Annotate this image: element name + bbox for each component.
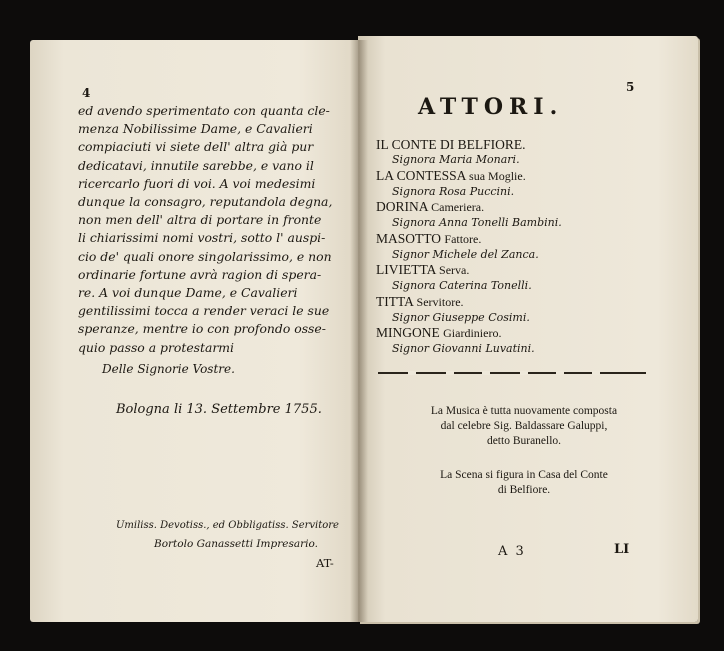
signature-mark: A 3 — [498, 544, 526, 559]
dedication-line: quio passo a protestarmi — [78, 339, 235, 355]
role-description: Serva. — [439, 263, 470, 277]
dedication-line: ed avendo sperimentato con quanta cle- — [78, 103, 330, 118]
catchword-left: AT- — [316, 556, 334, 570]
music-line: dal celebre Sig. Baldassare Galuppi, — [440, 420, 608, 432]
cast-actor: Signora Rosa Puccini. — [392, 184, 515, 198]
dedication-line: re. A voi dunque Dame, e Cavalieri — [78, 285, 298, 301]
cast-role — [376, 324, 686, 342]
role-name: LA CONTESSA — [376, 167, 466, 183]
music-credit — [374, 404, 674, 449]
music-line: detto Buranello. — [486, 435, 562, 447]
role-name: MASOTTO — [376, 230, 442, 246]
cast-role — [376, 198, 686, 216]
role-description: sua Moglie. — [469, 168, 526, 183]
role-name: MINGONE — [376, 325, 440, 340]
catchword-right: LI — [614, 542, 630, 557]
dedication-date: Bologna li 13. Settembre 1755. — [116, 402, 322, 417]
cast-role — [376, 230, 686, 248]
cast-actor: Signor Giuseppe Cosimi. — [392, 310, 530, 324]
signature-name: Bortolo Ganassetti Impresario. — [154, 538, 318, 550]
cast-list — [376, 136, 686, 356]
page-number-right: 5 — [626, 80, 635, 94]
role-description: Giardiniero. — [443, 326, 502, 340]
dedication-line: dunque la consagro, reputandola degna, — [78, 194, 333, 210]
cast-actor: Signor Michele del Zanca. — [392, 247, 539, 261]
role-name: TITTA — [376, 293, 414, 309]
dedication-text — [78, 102, 346, 357]
role-description: Servitore. — [416, 294, 464, 309]
cast-role — [376, 167, 686, 185]
closing-formula: Delle Signorie Vostre. — [102, 362, 235, 376]
music-line: La Musica è tutta nuovamente composta — [430, 405, 618, 417]
dedication-line: gentilissimi tocca a render veraci le sue — [78, 303, 330, 319]
dedication-line: non men dell' altra di portare in fronte — [78, 212, 322, 228]
book-gutter — [350, 40, 368, 622]
dedication-line: li chiarissimi nomi vostri, sotto l' auspi- — [78, 230, 326, 246]
dedication-line: ordinarie fortune avrà ragion di spera- — [78, 266, 322, 282]
right-page — [358, 36, 698, 622]
signature-title: Umiliss. Devotiss., ed Obbligatiss. Servitore — [116, 520, 339, 531]
role-description: Cameriera. — [431, 200, 485, 214]
cast-role — [376, 293, 686, 311]
dedication-line: speranze, mentre io con profondo osse- — [78, 321, 326, 337]
dedication-line: dedicatavi, innutile sarebbe, e vano il — [78, 157, 314, 173]
cast-role — [376, 136, 686, 153]
role-name: DORINA — [376, 199, 428, 214]
cast-actor: Signora Caterina Tonelli. — [392, 279, 532, 292]
dedication-line: menza Nobilissime Dame, e Cavalieri — [78, 121, 313, 137]
cast-actor: Signor Giovanni Luvatini. — [392, 342, 535, 355]
cast-actor: Signora Anna Tonelli Bambini. — [392, 216, 562, 229]
open-book — [28, 36, 700, 628]
ornamental-rule — [378, 372, 646, 374]
cast-role — [376, 261, 686, 279]
role-name: LIVIETTA — [376, 262, 436, 277]
page-number-left: 4 — [82, 86, 91, 100]
dedication-line: compiaciuti vi siete dell' altra già pur — [78, 139, 314, 155]
scene-setting — [374, 468, 674, 498]
role-description: Fattore. — [444, 231, 482, 246]
dedication-line: cio de' quali onore singolarissimo, e non — [78, 248, 332, 264]
role-name: IL CONTE DI BELFIORE. — [376, 137, 526, 152]
scene-line: di Belfiore. — [497, 484, 551, 496]
left-page — [30, 40, 366, 622]
cast-actor: Signora Maria Monari. — [392, 153, 520, 166]
cast-list-title: ATTORI. — [418, 94, 564, 120]
scene-line: La Scena si figura in Casa del Conte — [440, 469, 608, 481]
dedication-line: ricercarlo fuori di voi. A voi medesimi — [78, 175, 316, 191]
